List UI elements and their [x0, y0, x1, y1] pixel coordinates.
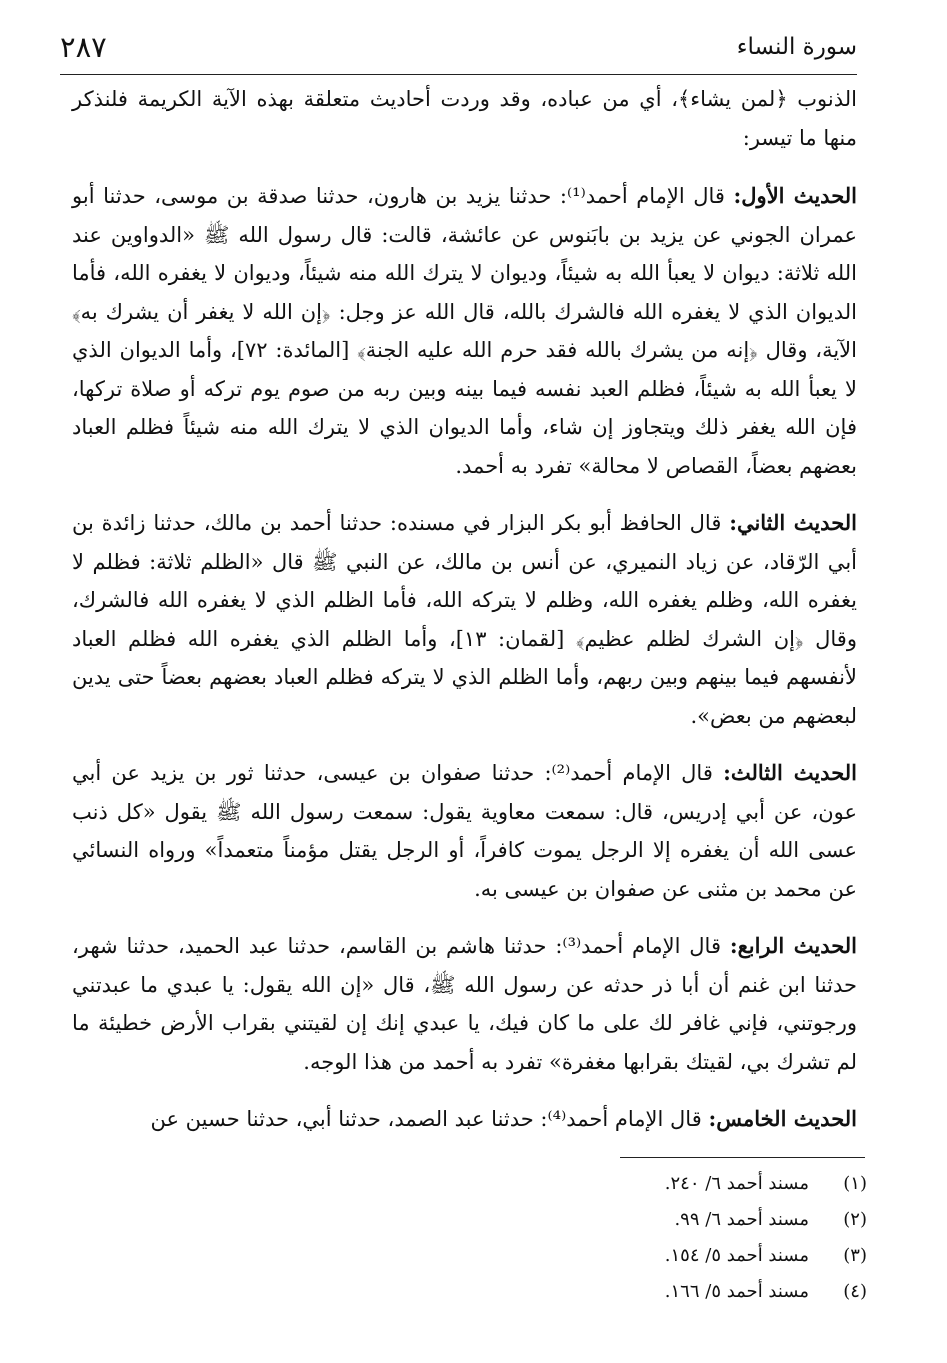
hadith-heading: الحديث الخامس:	[708, 1106, 857, 1131]
hadith-heading: الحديث الثالث:	[723, 760, 857, 785]
hadith-heading: الحديث الرابع:	[729, 933, 858, 958]
hadith-heading: الحديث الثاني:	[729, 510, 857, 535]
hadith-text: قال الحافظ أبو بكر البزار في مسنده: حدثنا أحمد بن مالك، حدثنا زائدة بن أبي الرّقاد، عن زياد النميري، عن أنس بن مالك، عن النبي ﷺ قال «الظلم ثلاثة: فظلم لا يغفره الله، وظلم يغفره الله، وظلم لا يتركه الله، فأما الظلم الذي لا يغفره الله فالشرك، وقال ﴿إن الشرك لظلم عظيم﴾ [لقمان: ١٣]، وأما الظلم الذي يغفره الله فظلم العباد لأنفسهم فيما بينهم وبين ربهم، وأما الظلم الذي لا يتركه فظلم العباد بعضهم بعضاً حتى يدين لبعضهم من بعض».	[72, 511, 857, 728]
footnote	[600, 1274, 867, 1310]
hadith-paragraph	[72, 927, 857, 1081]
footnote-number: (٣)	[843, 1245, 867, 1266]
hadith-paragraph	[72, 754, 857, 908]
surah-title: سورة النساء	[736, 34, 857, 60]
footnote	[600, 1166, 867, 1202]
footnotes	[600, 1166, 867, 1310]
hadith-heading: الحديث الأول:	[733, 183, 857, 208]
intro-paragraph: الذنوب ﴿لمن يشاء﴾، أي من عباده، وقد وردت أحاديث متعلقة بهذه الآية الكريمة فلنذكر منها ما تيسر:	[72, 87, 857, 150]
main-text	[72, 80, 857, 1139]
footnote	[600, 1238, 867, 1274]
footnote-text: مسند أحمد ٦/ ٩٩.	[674, 1209, 809, 1230]
footnote-divider	[620, 1157, 865, 1158]
page-number: ٢٨٧	[60, 30, 107, 64]
hadith-paragraph	[72, 1100, 857, 1139]
footnote-number: (٤)	[843, 1281, 867, 1302]
hadith-paragraph	[72, 504, 857, 735]
footnote-text: مسند أحمد ٥/ ١٦٦.	[664, 1281, 809, 1302]
footnote-text: مسند أحمد ٦/ ٢٤٠.	[664, 1173, 809, 1194]
footnote-number: (١)	[843, 1173, 867, 1194]
footnote-text: مسند أحمد ٥/ ١٥٤.	[664, 1245, 809, 1266]
hadith-text: قال الإمام أحمد⁽³⁾: حدثنا هاشم بن القاسم، حدثنا عبد الحميد، حدثنا شهر، حدثنا ابن غنم أن أبا ذر حدثه عن رسول الله ﷺ، قال «إن الله يقول: يا عبدي ما عبدتني ورجوتني، فإني غافر لك على ما كان فيك، يا عبدي إنك إن لقيتني بقراب الأرض خطيئة ما لم تشرك بي، لقيتك بقرابها مغفرة» تفرد به أحمد من هذا الوجه.	[72, 934, 857, 1074]
hadith-text: قال الإمام أحمد⁽⁴⁾: حدثنا عبد الصمد، حدثنا أبي، حدثنا حسين عن	[150, 1107, 702, 1131]
page-header	[60, 28, 857, 75]
footnote	[600, 1202, 867, 1238]
hadith-text: قال الإمام أحمد⁽¹⁾: حدثنا يزيد بن هارون، حدثنا صدقة بن موسى، حدثنا أبو عمران الجوني عن يزيد بن بابَنوس عن عائشة، قالت: قال رسول الله ﷺ «الدواوين عند الله ثلاثة: ديوان لا يعبأ الله به شيئاً، وديوان لا يترك الله منه شيئاً، وديوان لا يغفره الله، فأما الديوان الذي لا يغفره الله فالشرك بالله، قال الله عز وجل: ﴿إن الله لا يغفر أن يشرك به﴾ الآية، وقال ﴿إنه من يشرك بالله فقد حرم الله عليه الجنة﴾ [المائدة: ٧٢]، وأما الديوان الذي لا يعبأ الله به شيئاً، فظلم العبد نفسه فيما بينه وبين ربه من صوم يوم تركه أو صلاة تركها، فإن الله يغفر ذلك ويتجاوز إن شاء، وأما الديوان الذي لا يترك الله منه شيئاً فظلم العباد بعضهم بعضاً، القصاص لا محالة» تفرد به أحمد.	[72, 184, 857, 478]
footnote-number: (٢)	[843, 1209, 867, 1230]
hadith-paragraph	[72, 177, 857, 485]
hadith-text: قال الإمام أحمد⁽²⁾: حدثنا صفوان بن عيسى، حدثنا ثور بن يزيد عن أبي عون، عن أبي إدريس، قال: سمعت معاوية يقول: سمعت رسول الله ﷺ يقول «كل ذنب عسى الله أن يغفره إلا الرجل يموت كافراً، أو الرجل يقتل مؤمناً متعمداً» ورواه النسائي عن محمد بن مثنى عن صفوان بن عيسى به.	[72, 761, 857, 901]
